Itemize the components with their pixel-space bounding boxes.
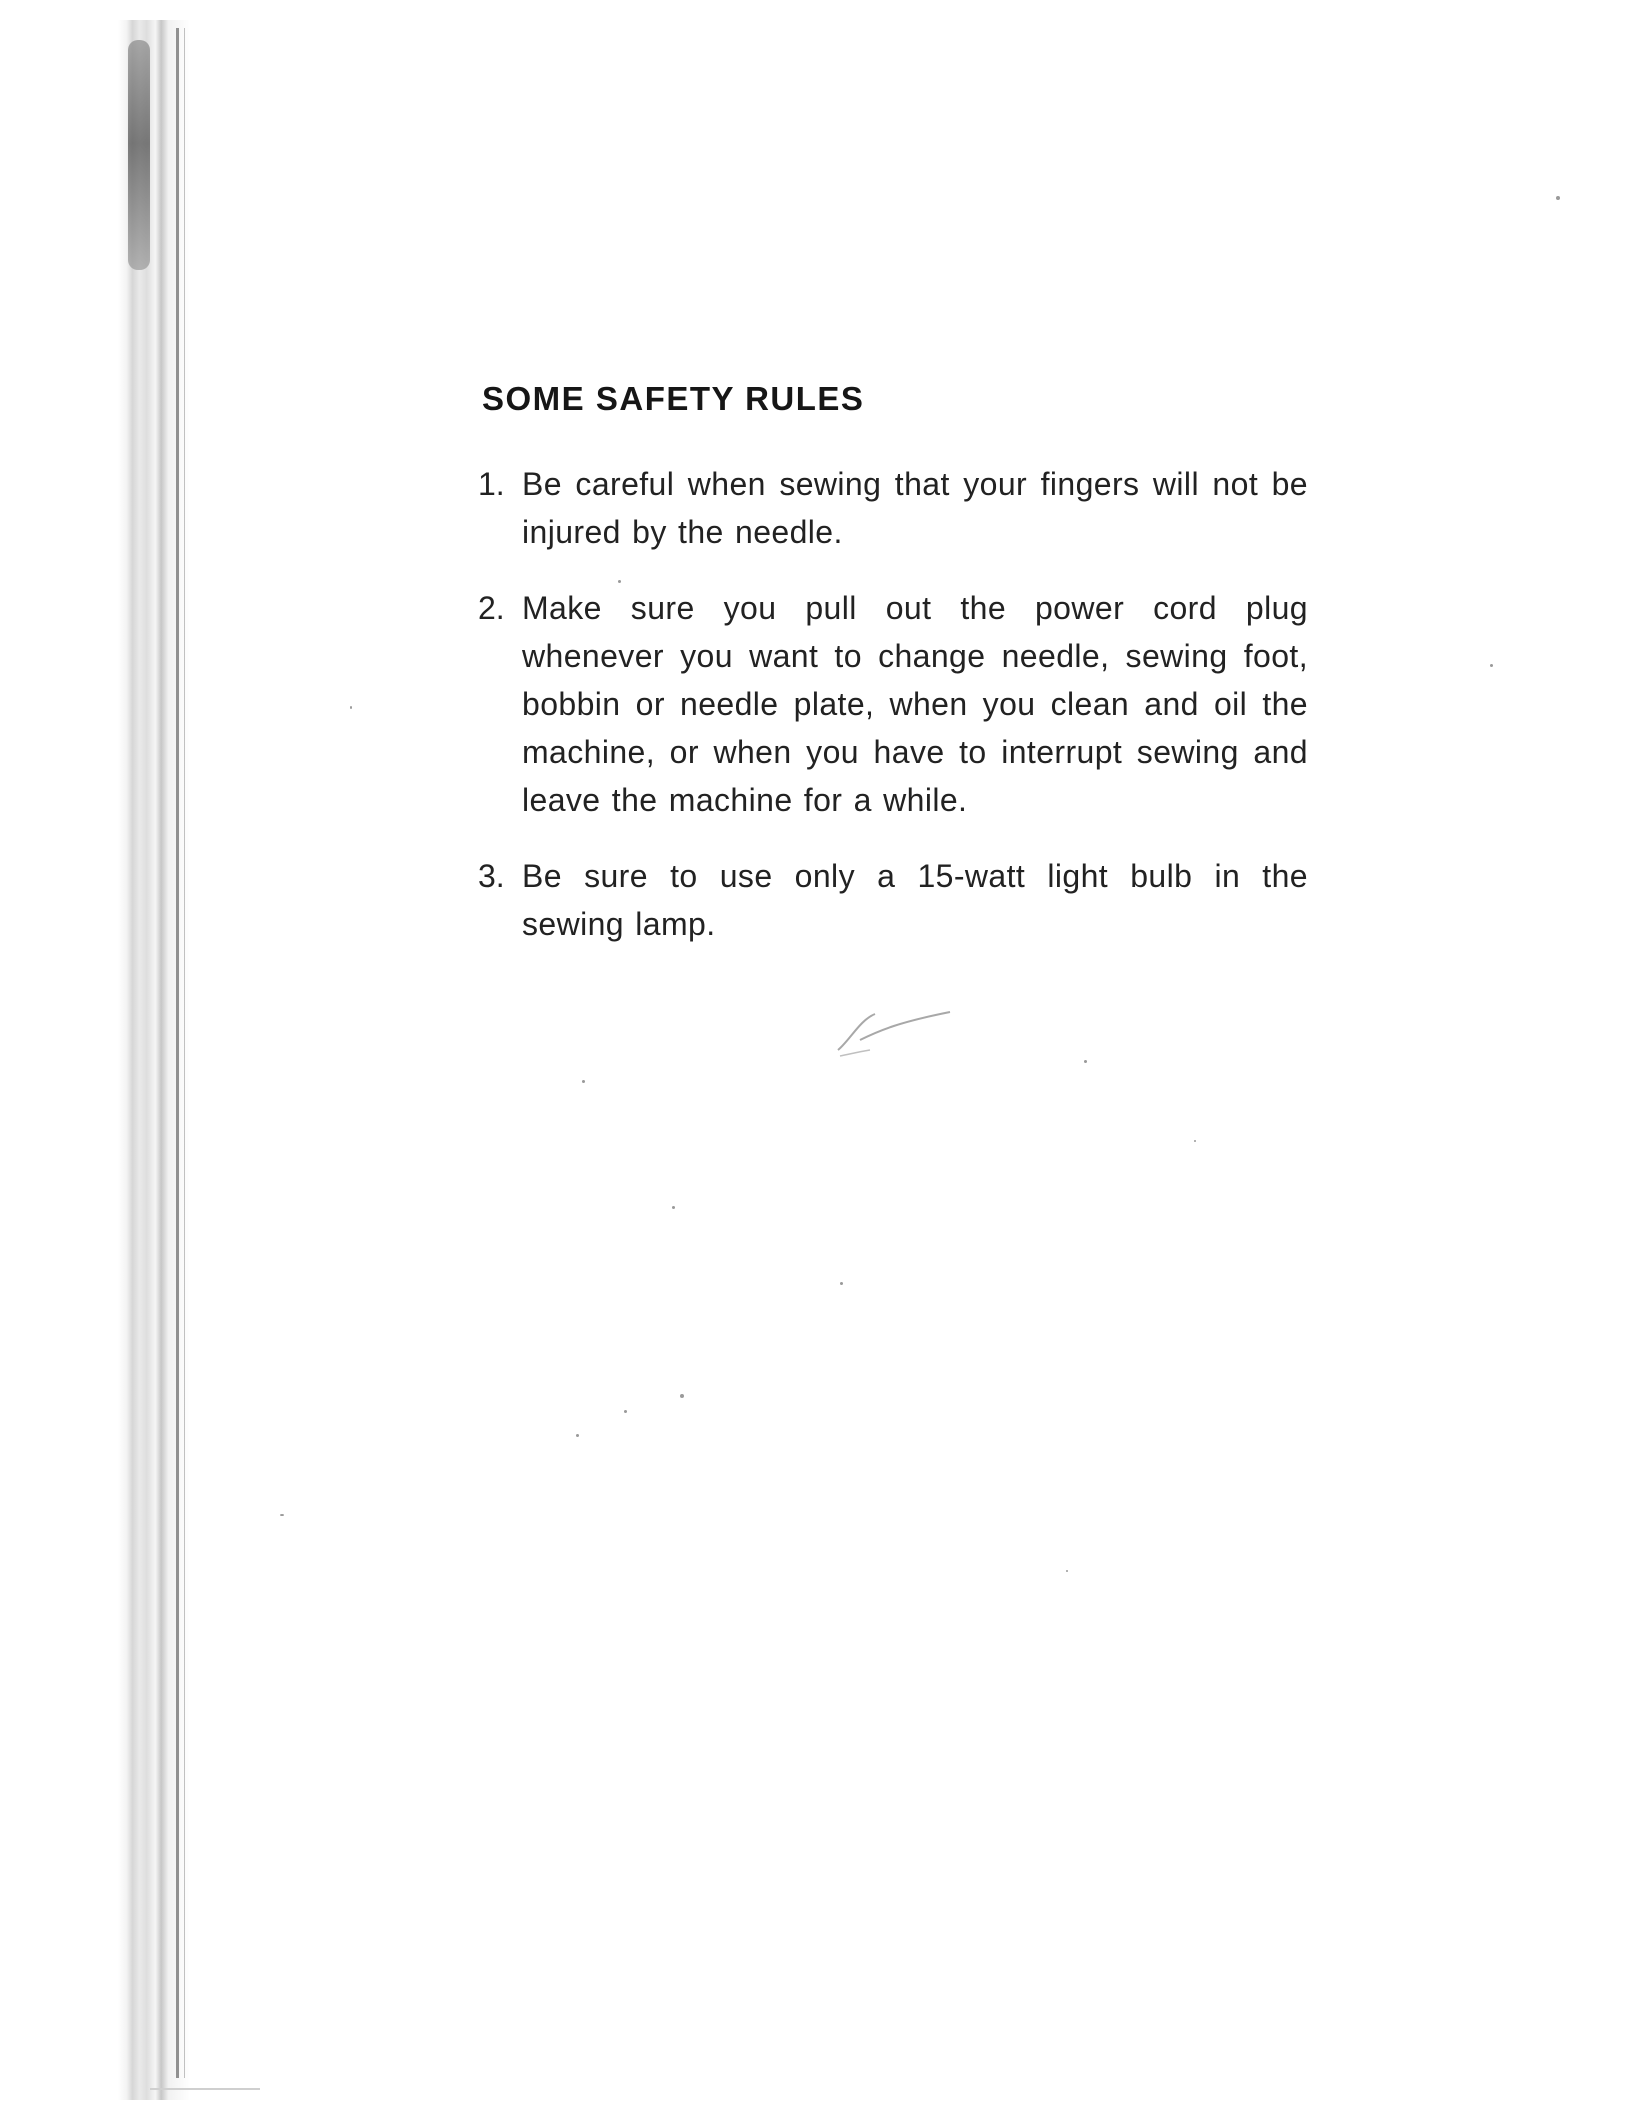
rule-item-2 <box>478 584 1308 824</box>
rule-item-1 <box>478 460 1308 556</box>
scan-speck <box>1556 196 1560 200</box>
scan-speck <box>618 580 621 583</box>
scan-speck <box>1194 1140 1196 1142</box>
rule-item-3 <box>478 852 1308 948</box>
scan-speck <box>840 1282 843 1285</box>
scan-speck <box>582 1080 585 1083</box>
scan-speck <box>680 1394 684 1398</box>
binding-line <box>176 28 179 2078</box>
rule-number: 3. <box>478 858 505 894</box>
scan-speck <box>280 1514 284 1516</box>
bottom-edge-mark <box>150 2088 260 2090</box>
rule-number: 1. <box>478 466 505 502</box>
rule-number: 2. <box>478 590 505 626</box>
scan-speck <box>1084 1060 1087 1063</box>
rule-text: Make sure you pull out the power cord plug whenever you want to change needle, sewing foot, bobbin or needle plate, when you clean and oil the machine, or when you have to interrupt sewing and leave the machine for a while. <box>522 590 1308 818</box>
scan-speck <box>1490 664 1493 667</box>
page-title: SOME SAFETY RULES <box>482 380 865 417</box>
pencil-mark-icon <box>830 1000 960 1060</box>
scan-speck <box>350 706 352 709</box>
safety-rules-section <box>478 380 1308 976</box>
binding-line-thin <box>184 28 185 2078</box>
rule-text: Be careful when sewing that your fingers will not be injured by the needle. <box>522 466 1308 550</box>
scan-speck <box>672 1206 675 1209</box>
rule-text: Be sure to use only a 15-watt light bulb in the sewing lamp. <box>522 858 1308 942</box>
binding-edge <box>118 20 190 2100</box>
binding-shadow <box>128 40 150 270</box>
scan-speck <box>576 1434 579 1437</box>
scan-speck <box>1066 1570 1068 1572</box>
scan-speck <box>624 1410 627 1413</box>
